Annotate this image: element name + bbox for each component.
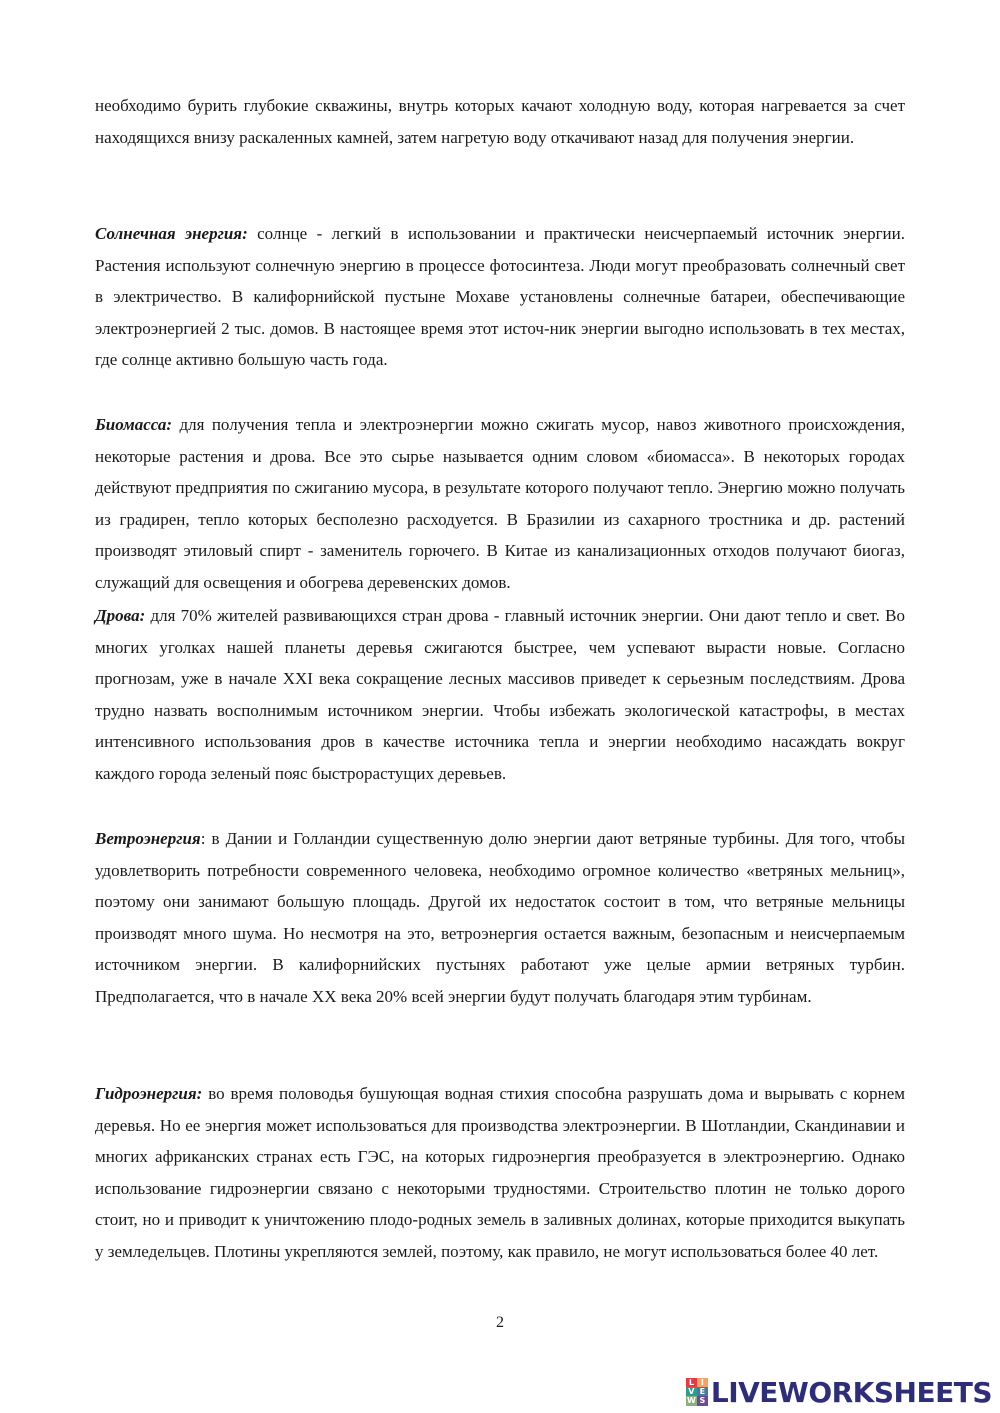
logo-letter: S (697, 1396, 708, 1406)
logo-letter: V (686, 1387, 697, 1396)
paragraph-biomass (95, 409, 905, 598)
logo-letter: W (686, 1396, 696, 1405)
paragraph-intro (95, 90, 905, 153)
term-hydro: Гидроэнергия: (95, 1084, 203, 1103)
liveworksheets-logo-icon (686, 1378, 708, 1406)
paragraph-firewood (95, 600, 905, 789)
page-number: 2 (496, 1314, 504, 1331)
paragraph-wind (95, 823, 905, 1012)
term-firewood: Дрова: (95, 606, 146, 625)
paragraph-hydro-text: во время половодья бушующая водная стихия способна разрушать дома и вырывать с корнем деревья. Но ее энергия может использоваться для производства электроэнергии. В Шотландии, Скандинавии и многих африканских странах есть ГЭС, на которых гидроэнергия преобразуется в электроэнергию. Однако использование гидроэнергии связано с некоторыми трудностями. Строительство плотин не только дорого стоит, но и приводит к уничтожению плодо-родных земель в заливных долинах, которые приходится выкупать у земледельцев. Плотины укрепляются землей, поэтому, как правило, не могут использоваться более 40 лет. (95, 1084, 905, 1261)
watermark-text: LIVEWORKSHEETS (710, 1375, 992, 1409)
paragraph-solar-text: солнце - легкий в использовании и практически неисчерпаемый источник энергии. Растения используют солнечную энергию в процессе фотосинтеза. Люди могут преобразовать солнечный свет в электричество. В калифорнийской пустыне Мохаве установлены солнечные батареи, обеспечивающие электроэнергией 2 тыс. домов. В настоящее время этот источ-ник энергии выгодно использовать в тех местах, где солнце активно большую часть года. (95, 224, 905, 369)
logo-letter: L (686, 1378, 697, 1387)
logo-letter: I (697, 1378, 708, 1387)
paragraph-wind-text: : в Дании и Голландии существенную долю энергии дают ветряные турбины. Для того, чтобы удовлетворить потребности современного человека, необходимо огромное количество «ветряных мельниц», поэтому они занимают большую площадь. Другой их недостаток состоит в том, что ветряные мельницы производят много шума. Но несмотря на это, ветроэнергия остается важным, безопасным и неисчерпаемым источником энергии. В калифорнийских пустынях работают уже целые армии ветряных турбин. Предполагается, что в начале XX века 20% всей энергии будут получать благодаря этим турбинам. (95, 829, 905, 1006)
term-biomass: Биомасса: (95, 415, 173, 434)
term-solar: Солнечная энергия: (95, 224, 248, 243)
paragraph-solar (95, 218, 905, 376)
paragraph-biomass-text: для получения тепла и электроэнергии можно сжигать мусор, навоз животного происхождения, некоторые растения и дрова. Все это сырье называется одним словом «биомасса». В некоторых городах действуют предприятия по сжиганию мусора, в результате которого получают тепло. Энергию можно получать из градирен, тепло которых бесполезно расходуется. В Бразилии из сахарного тростника и др. растений производят этиловый спирт - заменитель горючего. В Китае из канализационных отходов получают биогаз, служащий для освещения и обогрева деревенских домов. (95, 415, 905, 592)
paragraph-firewood-text: для 70% жителей развивающихся стран дрова - главный источник энергии. Они дают тепло и свет. Во многих уголках нашей планеты деревья сжигаются быстрее, чем успевают вырасти новые. Согласно прогнозам, уже в начале XXI века сокращение лесных массивов приведет к серьезным последствиям. Дрова трудно назвать восполнимым источником энергии. Чтобы избежать экологической катастрофы, в местах интенсивного использования дров в качестве источника тепла и энергии необходимо насаждать вокруг каждого города зеленый пояс быстрорастущих деревьев. (95, 606, 905, 783)
logo-letter: E (697, 1387, 708, 1396)
term-wind: Ветроэнергия (95, 829, 201, 848)
paragraph-hydro (95, 1078, 905, 1267)
liveworksheets-watermark[interactable] (686, 1375, 992, 1409)
paragraph-intro-text: необходимо бурить глубокие скважины, внутрь которых качают холодную воду, которая нагревается за счет находящихся внизу раскаленных камней, затем нагретую воду откачивают назад для получения энергии. (95, 96, 905, 147)
